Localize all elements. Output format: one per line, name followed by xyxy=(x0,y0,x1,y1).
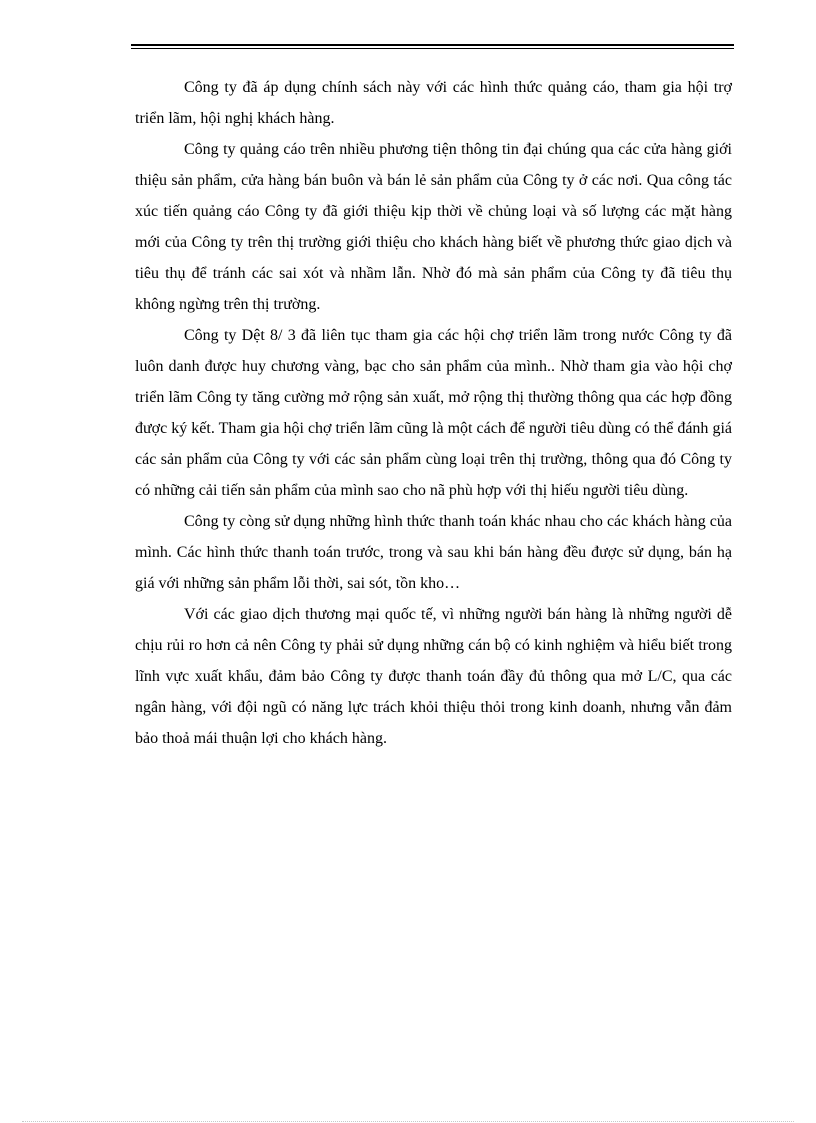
paragraph-payment-methods: Công ty còng sử dụng những hình thức thanh toán khác nhau cho các khách hàng của mình. Các hình thức thanh toán trước, trong và sau khi bán hàng đều được sử dụng, bán hạ giá với những sản phẩm lỗi thời, sai sót, tồn kho… xyxy=(135,513,732,592)
header-rule-thick-line xyxy=(131,44,734,46)
paragraph-advertising-policy: Công ty đã áp dụng chính sách này với các hình thức quảng cáo, tham gia hội trợ triển lãm, hội nghị khách hàng. xyxy=(135,79,732,127)
document-body xyxy=(135,72,732,754)
footer-dotted-line xyxy=(22,1121,794,1122)
paragraph-media-advertising: Công ty quảng cáo trên nhiều phương tiện thông tin đại chúng qua các cửa hàng giới thiệu sản phẩm, cửa hàng bán buôn và bán lẻ sản phẩm của Công ty ở các nơi. Qua công tác xúc tiến quảng cáo Công ty đã giới thiệu kịp thời về chủng loại và số lượng các mặt hàng mới của Công ty trên thị trường giới thiệu cho khách hàng biết về phương thức giao dịch và tiêu thụ để tránh các sai xót và nhầm lẫn. Nhờ đó mà sản phẩm của Công ty đã tiêu thụ không ngừng trên thị trường. xyxy=(135,141,732,313)
paragraph-trade-fairs: Công ty Dệt 8/ 3 đã liên tục tham gia các hội chợ triển lãm trong nước Công ty đã luôn danh được huy chương vàng, bạc cho sản phẩm của mình.. Nhờ tham gia vào hội chợ triển lãm Công ty tăng cường mở rộng sản xuất, mở rộng thị thường thông qua các hợp đồng được ký kết. Tham gia hội chợ triển lãm cũng là một cách để người tiêu dùng có thể đánh giá các sản phẩm của Công ty với các sản phẩm cùng loại trên thị trường, thông qua đó Công ty có những cải tiến sản phẩm của mình sao cho nã phù hợp với thị hiếu người tiêu dùng. xyxy=(135,327,732,499)
header-rule-thin-line xyxy=(131,48,734,49)
header-double-rule xyxy=(131,44,734,50)
paragraph-international-trade: Với các giao dịch thương mại quốc tế, vì những người bán hàng là những người dễ chịu rủi ro hơn cả nên Công ty phải sử dụng những cán bộ có kinh nghiệm và hiểu biết trong lĩnh vực xuất khẩu, đảm bảo Công ty được thanh toán đầy đủ thông qua mở L/C, qua các ngân hàng, với đội ngũ có năng lực trách khỏi thiệu thỏi trong kinh doanh, nhưng vẫn đảm bảo thoả mái thuận lợi cho khách hàng. xyxy=(135,606,732,747)
